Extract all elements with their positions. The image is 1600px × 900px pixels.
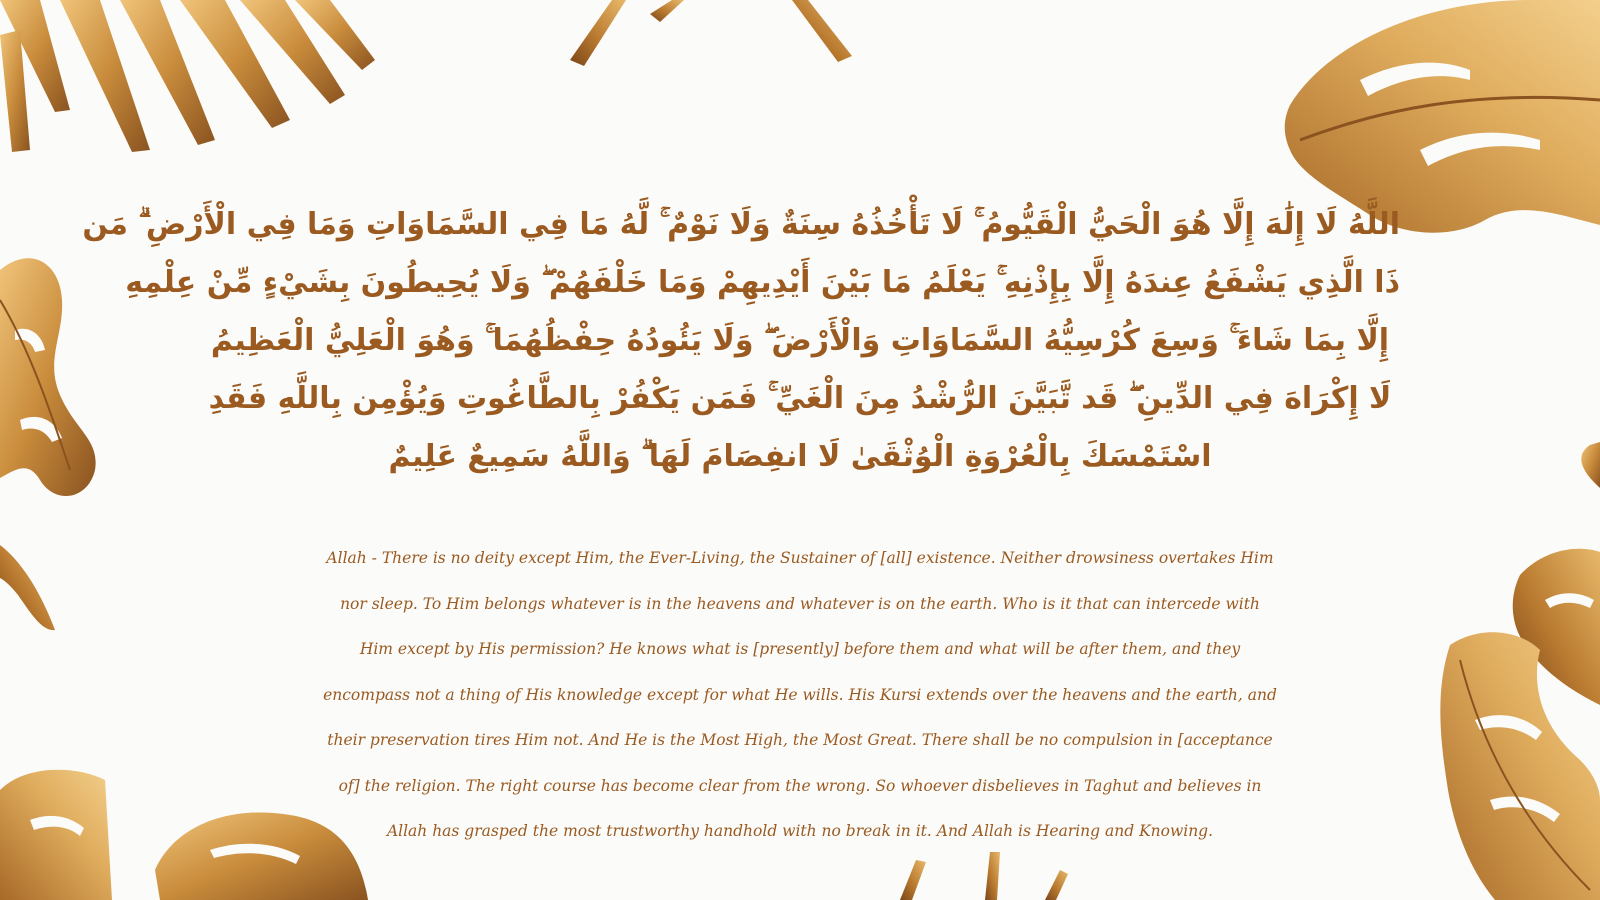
arabic-verse-line: اللَّهُ لَا إِلَٰهَ إِلَّا هُوَ الْحَيُّ الْقَيُّومُ ۚ لَا تَأْخُذُهُ سِنَةٌ وَلَا نَوْمٌ ۚ لَّهُ مَا فِي السَّمَاوَاتِ وَمَا فِي الْأَرْضِ ۗ مَن [82,207,1400,242]
arabic-verse-line: ذَا الَّذِي يَشْفَعُ عِندَهُ إِلَّا بِإِذْنِهِ ۚ يَعْلَمُ مَا بَيْنَ أَيْدِيهِمْ وَمَا خَلْفَهُمْ ۖ وَلَا يُحِيطُونَ بِشَيْءٍ مِّنْ عِلْمِهِ [125,265,1400,300]
gold-palm-leaf-icon [0,545,55,630]
arabic-verse-line: اسْتَمْسَكَ بِالْعُرْوَةِ الْوُثْقَىٰ لَا انفِصَامَ لَهَا ۗ وَاللَّهُ سَمِيعٌ عَلِيمٌ [388,439,1212,474]
translation-line: nor sleep. To Him belongs whatever is in the heavens and whatever is on the earth. Who is it that can intercede with [340,594,1260,613]
arabic-verse [82,196,1400,486]
gold-palm-leaf-icon [570,0,852,66]
gold-monstera-leaf-icon [1440,442,1600,900]
arabic-verse-line: إِلَّا بِمَا شَاءَ ۚ وَسِعَ كُرْسِيُّهُ السَّمَاوَاتِ وَالْأَرْضَ ۖ وَلَا يَئُودُهُ حِفْظُهُمَا ۚ وَهُوَ الْعَلِيُّ الْعَظِيمُ [210,323,1390,358]
gold-palm-leaf-icon [900,852,1068,900]
english-translation [270,536,1330,855]
translation-line: Allah has grasped the most trustworthy handhold with no break in it. And Allah is Hearing and Knowing. [386,822,1214,840]
gold-monstera-leaf-icon [0,258,96,496]
translation-line: their preservation tires Him not. And He is the Most High, the Most Great. There shall be no compulsion in [acceptance [327,731,1273,749]
gold-palm-leaf-icon [0,0,375,152]
translation-line: Allah - There is no deity except Him, the Ever-Living, the Sustainer of [all] existence. Neither drowsiness overtakes Him [326,549,1274,567]
translation-line: encompass not a thing of His knowledge except for what He wills. His Kursi extends over the heavens and the earth, and [323,685,1277,704]
translation-line: Him except by His permission? He knows what is [presently] before them and what will be after them, and they [359,640,1241,658]
translation-line: of] the religion. The right course has become clear from the wrong. So whoever disbelieves in Taghut and believes in [338,776,1262,795]
arabic-verse-line: لَا إِكْرَاهَ فِي الدِّينِ ۖ قَد تَّبَيَّنَ الرُّشْدُ مِنَ الْغَيِّ ۚ فَمَن يَكْفُرْ بِالطَّاغُوتِ وَيُؤْمِن بِاللَّهِ فَقَدِ [208,381,1392,416]
